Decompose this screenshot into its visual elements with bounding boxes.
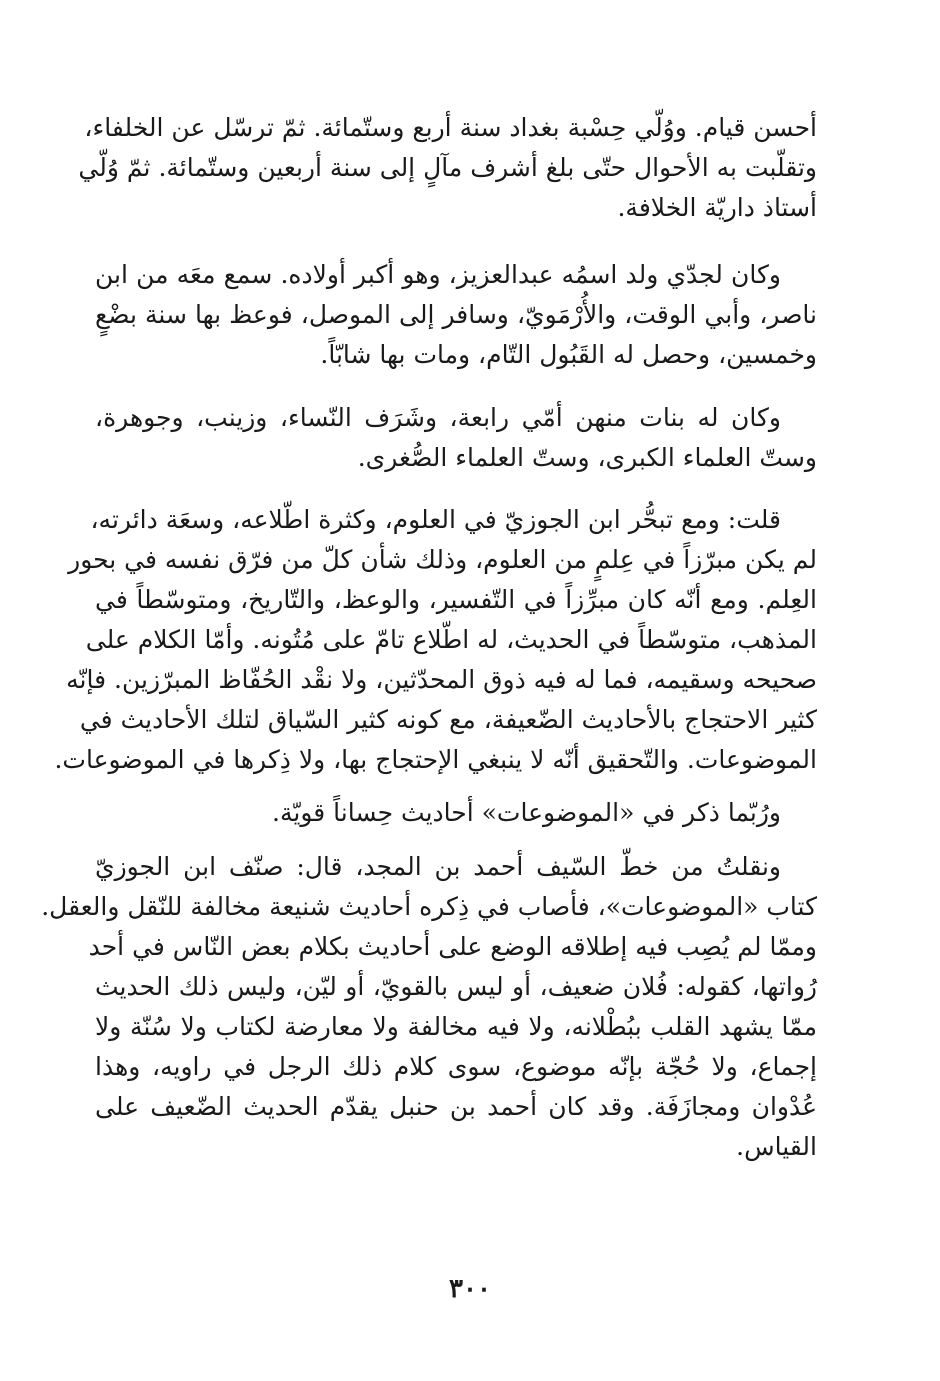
text-line: إجماع، ولا حُجّة بإنّه موضوع، سوى كلام ذلك الرجل في راويه، وهذا bbox=[95, 1052, 817, 1081]
text-line: المذهب، متوسّطاً في الحديث، له اطّلاع تامّ على مُتُونه. وأمّا الكلام على bbox=[85, 625, 817, 654]
text-line: ممّا يشهد القلب ببُطْلانه، ولا فيه مخالفة ولا معارضة لكتاب ولا سُنّة ولا bbox=[95, 1012, 817, 1041]
paragraph bbox=[54, 500, 817, 780]
paragraph bbox=[95, 793, 817, 833]
text-line: وخمسين، وحصل له القَبُول التّام، ومات بها شابّاً. bbox=[320, 340, 817, 369]
page-number: ٣٠٠ bbox=[449, 1274, 491, 1304]
page-body bbox=[41, 108, 817, 1167]
text-line: صحيحه وسقيمه، فما له فيه ذوق المحدّثين، ولا نقْد الحُفّاظ المبرّزين. فإنّه bbox=[66, 665, 817, 694]
text-line: عُدْوان ومجازَفَة. وقد كان أحمد بن حنبل يقدّم الحديث الضّعيف على bbox=[95, 1092, 817, 1121]
text-line: وتقلّبت به الأحوال حتّى بلغ أشرف مآلٍ إلى سنة أربعين وستّمائة. ثمّ وُلّي bbox=[78, 153, 817, 182]
text-line: قلت: ومع تبحُّر ابن الجوزيّ في العلوم، وكثرة اطّلاعه، وسعَة دائرته، bbox=[90, 505, 781, 534]
paragraph bbox=[78, 108, 817, 228]
paragraph bbox=[95, 398, 817, 478]
text-line: وستّ العلماء الكبرى، وستّ العلماء الصُّغرى. bbox=[357, 443, 817, 472]
text-line: أستاذ داريّة الخلافة. bbox=[617, 193, 817, 222]
text-line: ورُبّما ذكر في «الموضوعات» أحاديث حِساناً قويّة. bbox=[272, 798, 781, 827]
text-line: كثير الاحتجاج بالأحاديث الضّعيفة، مع كونه كثير السّياق لتلك الأحاديث في bbox=[79, 705, 817, 734]
text-line: لم يكن مبرّزاً في عِلمٍ من العلوم، وذلك شأن كلّ من فرّق نفسه في بحور bbox=[68, 545, 817, 574]
text-line: وممّا لم يُصِب فيه إطلاقه الوضع على أحاديث بكلام بعض النّاس في أحد bbox=[88, 932, 817, 961]
text-line: كتاب «الموضوعات»، فأصاب في ذِكره أحاديث شنيعة مخالفة للنّقل والعقل. bbox=[41, 892, 817, 921]
text-line: رُواتها، كقوله: فُلان ضعيف، أو ليس بالقويّ، أو ليّن، وليس ذلك الحديث bbox=[95, 972, 817, 1001]
text-line: القياس. bbox=[736, 1132, 817, 1161]
text-line: وكان لجدّي ولد اسمُه عبدالعزيز، وهو أكبر أولاده. سمع معَه من ابن bbox=[95, 260, 781, 289]
text-line: وكان له بنات منهن أمّي رابعة، وشَرَف النّساء، وزينب، وجوهرة، bbox=[95, 403, 781, 432]
text-line: العِلم. ومع أنّه كان مبرِّزاً في التّفسير، والوعظ، والتّاريخ، ومتوسّطاً في bbox=[95, 585, 817, 614]
paragraph bbox=[95, 255, 817, 375]
paragraph bbox=[41, 847, 817, 1167]
text-line: الموضوعات. والتّحقيق أنّه لا ينبغي الإحتجاج بها، ولا ذِكرها في الموضوعات. bbox=[54, 745, 817, 774]
text-line: ناصر، وأبي الوقت، والأُرْمَويّ، وسافر إلى الموصل، فوعظ بها سنة بضْعٍ bbox=[95, 300, 817, 329]
text-line: أحسن قيام. ووُلّي حِسْبة بغداد سنة أربع وستّمائة. ثمّ ترسّل عن الخلفاء، bbox=[84, 113, 817, 142]
text-line: ونقلتُ من خطّ السّيف أحمد بن المجد، قال: صنّف ابن الجوزيّ bbox=[95, 852, 781, 881]
